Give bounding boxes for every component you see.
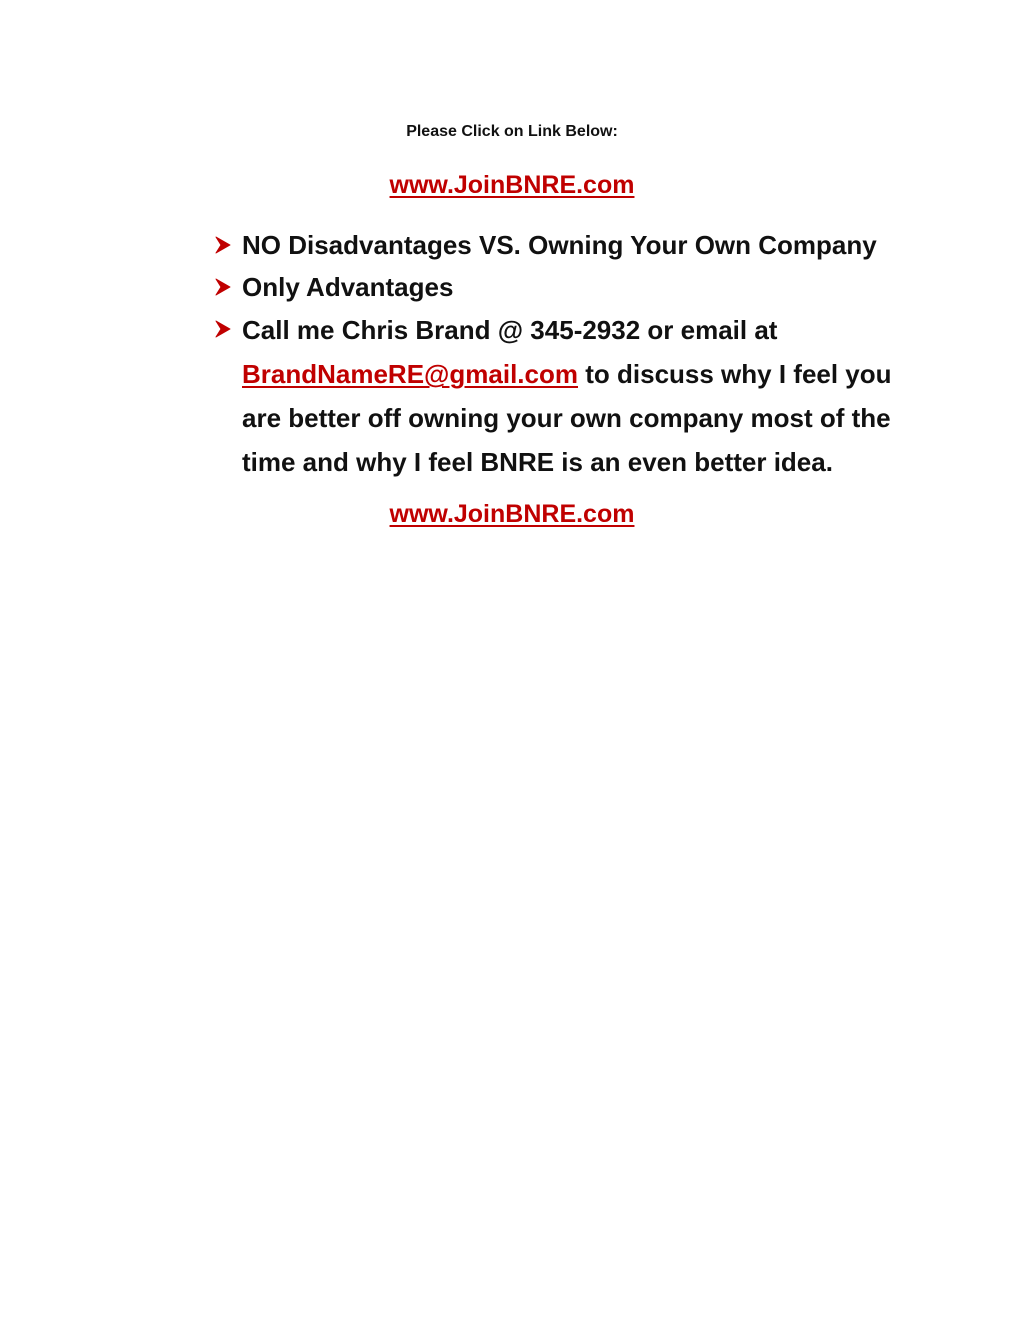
email-link[interactable]: BrandNameRE@gmail.com: [242, 359, 578, 389]
bullet-item-no-disadvantages: [214, 224, 914, 266]
bullet-text: Only Advantages: [242, 272, 454, 302]
bullet-item-contact: [214, 308, 914, 484]
contact-text-after: to discuss why I feel you are better off owning your own company most of the time and why I feel BNRE is an even better idea.: [242, 359, 892, 477]
bullet-list: [214, 224, 914, 484]
bullet-item-only-advantages: [214, 266, 914, 308]
arrow-bullet-icon: [214, 266, 236, 308]
join-link-top[interactable]: www.JoinBNRE.com: [389, 171, 635, 199]
bullet-text: NO Disadvantages VS. Owning Your Own Company: [242, 230, 877, 260]
join-link-bottom[interactable]: www.JoinBNRE.com: [389, 500, 635, 528]
arrow-bullet-icon: [214, 308, 236, 350]
join-link-bottom-container: [0, 497, 1024, 531]
contact-text-before: Call me Chris Brand @ 345-2932 or email at: [242, 315, 778, 345]
intro-text: Please Click on Link Below:: [406, 123, 618, 140]
arrow-bullet-icon: [214, 224, 236, 266]
join-link-top-container: [0, 168, 1024, 202]
